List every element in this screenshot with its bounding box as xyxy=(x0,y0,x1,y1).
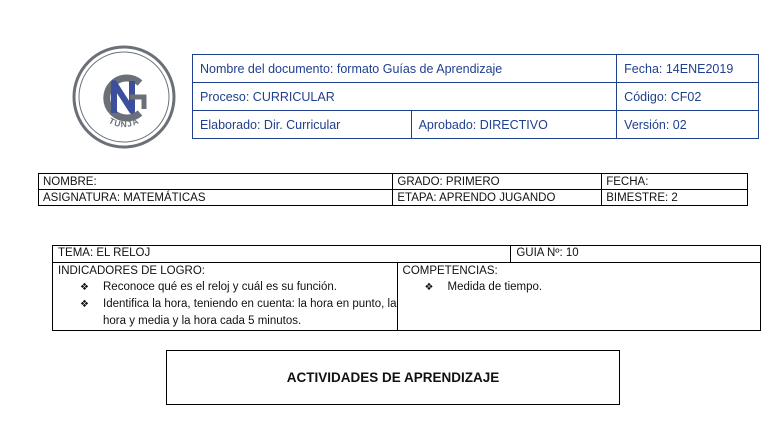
topic: TEMA: EL RELOJ xyxy=(53,246,511,263)
date-field: FECHA: xyxy=(602,174,748,190)
activities-title: ACTIVIDADES DE APRENDIZAJE xyxy=(286,370,500,385)
bullet-icon: ❖ xyxy=(424,282,434,293)
student-info-table xyxy=(38,173,748,206)
document-name: Nombre del documento: formato Guías de Aprendizaje xyxy=(193,55,617,83)
version: Versión: 02 xyxy=(617,111,759,139)
topic-table xyxy=(52,245,761,331)
bullet-icon: ❖ xyxy=(80,299,89,310)
subject-field: ASIGNATURA: MATEMÁTICAS xyxy=(39,190,393,206)
term-field: BIMESTRE: 2 xyxy=(602,190,748,206)
logo-bottom-text-path: TUNJA xyxy=(107,115,141,130)
approved-by: Aprobado: DIRECTIVO xyxy=(411,111,617,139)
prepared-by: Elaborado: Dir. Curricular xyxy=(193,111,412,139)
process: Proceso: CURRICULAR xyxy=(193,83,617,111)
list-item: ❖ Reconoce qué es el reloj y cuál es su función. xyxy=(58,279,397,296)
document-date: Fecha: 14ENE2019 xyxy=(617,55,759,83)
competencies-list xyxy=(403,279,760,296)
stage-field: ETAPA: APRENDO JUGANDO xyxy=(393,190,602,206)
document-code: Código: CF02 xyxy=(617,83,759,111)
guide-number: GUIA Nº: 10 xyxy=(511,246,761,263)
list-item: ❖ Medida de tiempo. xyxy=(403,279,760,296)
name-field: NOMBRE: xyxy=(39,174,393,190)
logo-top-text xyxy=(72,45,176,47)
list-item: ❖ Identifica la hora, teniendo en cuenta: la hora en punto, la hora y media y la hora cada 5 minutos. xyxy=(80,298,397,327)
indicators-cell xyxy=(53,263,398,331)
document-header-table xyxy=(192,54,759,139)
indicators-list xyxy=(58,279,397,330)
indicators-heading: INDICADORES DE LOGRO: xyxy=(58,265,205,277)
competencies-heading: COMPETENCIAS: xyxy=(402,265,498,277)
school-logo xyxy=(72,45,176,149)
competencies-cell xyxy=(397,263,760,331)
activities-title-box xyxy=(166,350,620,405)
grade-field: GRADO: PRIMERO xyxy=(393,174,602,190)
bullet-icon: ❖ xyxy=(80,282,89,293)
